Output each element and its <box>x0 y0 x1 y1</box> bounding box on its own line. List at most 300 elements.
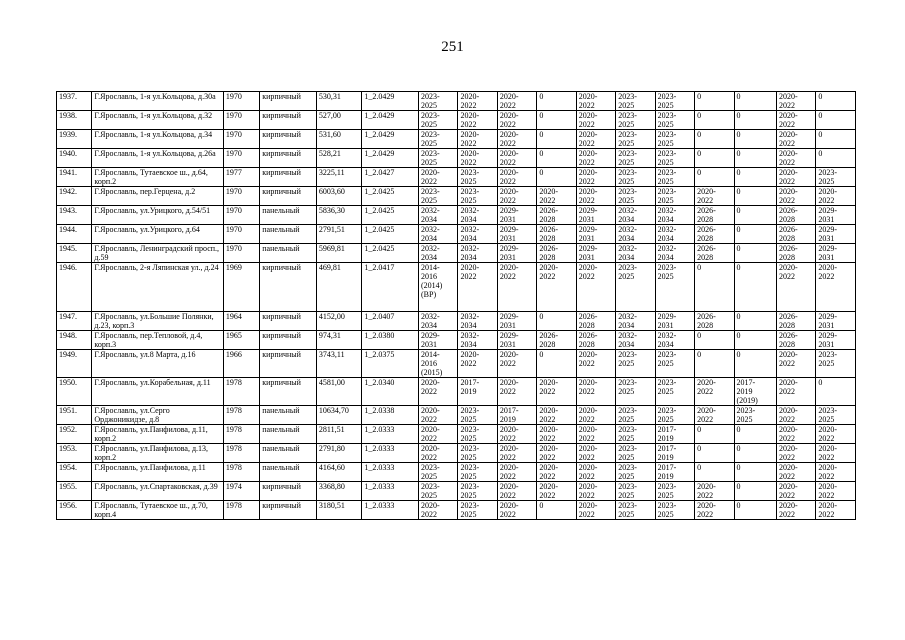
cell-work-period-2: 2032- 2034 <box>458 206 497 225</box>
cell-work-period-4: 0 <box>537 501 576 520</box>
cell-work-period-6: 2032- 2034 <box>616 331 655 350</box>
cell-object-code: 1_2.0333 <box>362 482 419 501</box>
cell-work-period-7: 2023- 2025 <box>655 406 694 425</box>
table-row <box>57 444 856 463</box>
cell-row-number: 1947. <box>57 312 92 331</box>
cell-work-period-10: 2020- 2022 <box>776 111 815 130</box>
table-row <box>57 263 856 312</box>
cell-row-number: 1950. <box>57 378 92 406</box>
cell-address: Г.Ярославль, ул.Спартаковская, д.39 <box>92 482 223 501</box>
cell-work-period-10: 2020- 2022 <box>776 501 815 520</box>
cell-work-period-6: 2032- 2034 <box>616 206 655 225</box>
cell-work-period-4: 2020- 2022 <box>537 378 576 406</box>
cell-object-code: 1_2.0333 <box>362 444 419 463</box>
cell-work-period-11: 2020- 2022 <box>816 482 856 501</box>
cell-wall-material: панельный <box>260 444 317 463</box>
table-row <box>57 225 856 244</box>
cell-wall-material: кирпичный <box>260 331 317 350</box>
cell-work-period-5: 2020- 2022 <box>576 168 615 187</box>
cell-object-code: 1_2.0429 <box>362 130 419 149</box>
cell-work-period-8: 0 <box>695 350 734 378</box>
table-row <box>57 187 856 206</box>
cell-work-period-6: 2023- 2025 <box>616 501 655 520</box>
cell-work-period-6: 2023- 2025 <box>616 482 655 501</box>
cell-work-period-2: 2023- 2025 <box>458 463 497 482</box>
cell-work-period-10: 2020- 2022 <box>776 92 815 111</box>
cell-area: 3180,51 <box>316 501 362 520</box>
cell-row-number: 1941. <box>57 168 92 187</box>
cell-work-period-11: 2029- 2031 <box>816 225 856 244</box>
cell-wall-material: панельный <box>260 406 317 425</box>
cell-work-period-9: 0 <box>734 187 776 206</box>
table-row <box>57 406 856 425</box>
cell-work-period-8: 0 <box>695 331 734 350</box>
cell-work-period-6: 2023- 2025 <box>616 149 655 168</box>
cell-address: Г.Ярославль, ул.Урицкого, д.54/51 <box>92 206 223 225</box>
cell-work-period-7: 2023- 2025 <box>655 350 694 378</box>
cell-area: 3743,11 <box>316 350 362 378</box>
cell-address: Г.Ярославль, 1-я ул.Кольцова, д.32 <box>92 111 223 130</box>
table-row <box>57 501 856 520</box>
cell-area: 528,21 <box>316 149 362 168</box>
cell-build-year: 1966 <box>223 350 259 378</box>
cell-area: 2811,51 <box>316 425 362 444</box>
cell-work-period-5: 2020- 2022 <box>576 406 615 425</box>
cell-object-code: 1_2.0340 <box>362 378 419 406</box>
cell-work-period-2: 2023- 2025 <box>458 444 497 463</box>
cell-work-period-6: 2023- 2025 <box>616 168 655 187</box>
cell-row-number: 1951. <box>57 406 92 425</box>
table-row <box>57 463 856 482</box>
cell-work-period-11: 2020- 2022 <box>816 187 856 206</box>
cell-work-period-8: 2020- 2022 <box>695 482 734 501</box>
cell-object-code: 1_2.0333 <box>362 463 419 482</box>
table-row <box>57 425 856 444</box>
cell-work-period-9: 2023- 2025 <box>734 406 776 425</box>
cell-work-period-2: 2020- 2022 <box>458 111 497 130</box>
cell-work-period-1: 2020- 2022 <box>419 406 458 425</box>
cell-row-number: 1949. <box>57 350 92 378</box>
table-row <box>57 350 856 378</box>
cell-work-period-2: 2023- 2025 <box>458 501 497 520</box>
cell-work-period-2: 2020- 2022 <box>458 350 497 378</box>
cell-work-period-10: 2026- 2028 <box>776 331 815 350</box>
cell-work-period-5: 2020- 2022 <box>576 350 615 378</box>
cell-address: Г.Ярославль, пер.Тепловой, д.4, корп.3 <box>92 331 223 350</box>
cell-work-period-10: 2020- 2022 <box>776 350 815 378</box>
cell-address: Г.Ярославль, ул.Серго Орджоникидзе, д.8 <box>92 406 223 425</box>
cell-work-period-11: 2029- 2031 <box>816 331 856 350</box>
cell-wall-material: панельный <box>260 425 317 444</box>
cell-row-number: 1954. <box>57 463 92 482</box>
cell-address: Г.Ярославль, ул.8 Марта, д.16 <box>92 350 223 378</box>
cell-work-period-1: 2020- 2022 <box>419 425 458 444</box>
table-row <box>57 206 856 225</box>
cell-work-period-11: 2023- 2025 <box>816 350 856 378</box>
cell-wall-material: панельный <box>260 463 317 482</box>
cell-object-code: 1_2.0429 <box>362 111 419 130</box>
cell-address: Г.Ярославль, 1-я ул.Кольцова, д.34 <box>92 130 223 149</box>
cell-work-period-1: 2023- 2025 <box>419 187 458 206</box>
cell-wall-material: панельный <box>260 244 317 263</box>
cell-address: Г.Ярославль, пер.Герцена, д.2 <box>92 187 223 206</box>
cell-object-code: 1_2.0429 <box>362 92 419 111</box>
cell-work-period-8: 0 <box>695 111 734 130</box>
cell-work-period-8: 0 <box>695 130 734 149</box>
cell-work-period-10: 2020- 2022 <box>776 425 815 444</box>
cell-work-period-7: 2017- 2019 <box>655 425 694 444</box>
cell-work-period-9: 0 <box>734 206 776 225</box>
cell-build-year: 1970 <box>223 187 259 206</box>
cell-address: Г.Ярославль, ул.Панфилова, д.11, корп.2 <box>92 425 223 444</box>
cell-row-number: 1956. <box>57 501 92 520</box>
cell-row-number: 1945. <box>57 244 92 263</box>
cell-work-period-9: 0 <box>734 350 776 378</box>
cell-object-code: 1_2.0338 <box>362 406 419 425</box>
cell-build-year: 1970 <box>223 111 259 130</box>
cell-work-period-8: 0 <box>695 149 734 168</box>
cell-work-period-6: 2023- 2025 <box>616 463 655 482</box>
cell-wall-material: кирпичный <box>260 378 317 406</box>
cell-work-period-6: 2023- 2025 <box>616 187 655 206</box>
cell-work-period-7: 2032- 2034 <box>655 244 694 263</box>
cell-address: Г.Ярославль, ул.Панфилова, д.11 <box>92 463 223 482</box>
cell-work-period-9: 0 <box>734 331 776 350</box>
cell-work-period-10: 2020- 2022 <box>776 463 815 482</box>
cell-area: 3225,11 <box>316 168 362 187</box>
cell-work-period-1: 2023- 2025 <box>419 130 458 149</box>
cell-work-period-6: 2023- 2025 <box>616 378 655 406</box>
cell-address: Г.Ярославль, ул.Урицкого, д.64 <box>92 225 223 244</box>
cell-work-period-11: 2020- 2022 <box>816 425 856 444</box>
cell-row-number: 1938. <box>57 111 92 130</box>
cell-work-period-7: 2032- 2034 <box>655 206 694 225</box>
cell-work-period-6: 2023- 2025 <box>616 444 655 463</box>
table-row <box>57 244 856 263</box>
cell-work-period-5: 2029- 2031 <box>576 225 615 244</box>
cell-work-period-7: 2023- 2025 <box>655 111 694 130</box>
table-row <box>57 149 856 168</box>
cell-work-period-6: 2023- 2025 <box>616 111 655 130</box>
cell-build-year: 1970 <box>223 206 259 225</box>
table-row <box>57 111 856 130</box>
cell-work-period-11: 2020- 2022 <box>816 444 856 463</box>
cell-object-code: 1_2.0425 <box>362 225 419 244</box>
cell-work-period-2: 2023- 2025 <box>458 482 497 501</box>
cell-work-period-11: 0 <box>816 378 856 406</box>
cell-work-period-10: 2020- 2022 <box>776 149 815 168</box>
cell-work-period-1: 2029- 2031 <box>419 331 458 350</box>
cell-work-period-11: 2020- 2022 <box>816 263 856 312</box>
cell-work-period-5: 2020- 2022 <box>576 263 615 312</box>
cell-work-period-5: 2026- 2028 <box>576 331 615 350</box>
cell-work-period-9: 0 <box>734 244 776 263</box>
cell-area: 530,31 <box>316 92 362 111</box>
cell-work-period-7: 2023- 2025 <box>655 168 694 187</box>
cell-work-period-9: 0 <box>734 444 776 463</box>
cell-work-period-2: 2032- 2034 <box>458 331 497 350</box>
cell-address: Г.Ярославль, 2-я Ляпинская ул., д.24 <box>92 263 223 312</box>
cell-work-period-11: 2023- 2025 <box>816 406 856 425</box>
table-row <box>57 378 856 406</box>
cell-work-period-3: 2020- 2022 <box>497 92 536 111</box>
cell-row-number: 1943. <box>57 206 92 225</box>
cell-row-number: 1937. <box>57 92 92 111</box>
cell-work-period-11: 2029- 2031 <box>816 244 856 263</box>
cell-work-period-9: 0 <box>734 312 776 331</box>
cell-work-period-5: 2020- 2022 <box>576 378 615 406</box>
cell-object-code: 1_2.0429 <box>362 149 419 168</box>
cell-work-period-1: 2032- 2034 <box>419 206 458 225</box>
cell-work-period-4: 0 <box>537 168 576 187</box>
cell-object-code: 1_2.0417 <box>362 263 419 312</box>
cell-wall-material: кирпичный <box>260 168 317 187</box>
cell-work-period-5: 2020- 2022 <box>576 187 615 206</box>
cell-work-period-5: 2020- 2022 <box>576 425 615 444</box>
cell-work-period-11: 2020- 2022 <box>816 501 856 520</box>
cell-work-period-8: 2020- 2022 <box>695 406 734 425</box>
cell-work-period-1: 2032- 2034 <box>419 225 458 244</box>
cell-work-period-7: 2023- 2025 <box>655 149 694 168</box>
cell-work-period-7: 2029- 2031 <box>655 312 694 331</box>
cell-work-period-6: 2023- 2025 <box>616 425 655 444</box>
cell-work-period-3: 2029- 2031 <box>497 244 536 263</box>
cell-work-period-9: 0 <box>734 92 776 111</box>
cell-work-period-6: 2032- 2034 <box>616 312 655 331</box>
cell-work-period-5: 2020- 2022 <box>576 444 615 463</box>
cell-work-period-4: 0 <box>537 350 576 378</box>
cell-work-period-6: 2032- 2034 <box>616 225 655 244</box>
cell-build-year: 1978 <box>223 378 259 406</box>
cell-object-code: 1_2.0425 <box>362 187 419 206</box>
cell-work-period-5: 2020- 2022 <box>576 501 615 520</box>
cell-work-period-7: 2032- 2034 <box>655 225 694 244</box>
cell-wall-material: кирпичный <box>260 149 317 168</box>
cell-work-period-6: 2023- 2025 <box>616 92 655 111</box>
cell-work-period-1: 2023- 2025 <box>419 463 458 482</box>
cell-work-period-2: 2017- 2019 <box>458 378 497 406</box>
cell-area: 5836,30 <box>316 206 362 225</box>
cell-work-period-1: 2032- 2034 <box>419 312 458 331</box>
cell-work-period-2: 2020- 2022 <box>458 130 497 149</box>
cell-work-period-9: 2017- 2019 (2019) <box>734 378 776 406</box>
cell-work-period-4: 2026- 2028 <box>537 225 576 244</box>
cell-work-period-5: 2020- 2022 <box>576 482 615 501</box>
cell-work-period-10: 2026- 2028 <box>776 312 815 331</box>
cell-work-period-10: 2026- 2028 <box>776 206 815 225</box>
cell-build-year: 1978 <box>223 406 259 425</box>
cell-area: 3368,80 <box>316 482 362 501</box>
cell-work-period-11: 0 <box>816 92 856 111</box>
cell-address: Г.Ярославль, ул.Панфилова, д.13, корп.2 <box>92 444 223 463</box>
cell-work-period-3: 2020- 2022 <box>497 149 536 168</box>
cell-wall-material: кирпичный <box>260 350 317 378</box>
cell-work-period-8: 0 <box>695 444 734 463</box>
cell-work-period-2: 2020- 2022 <box>458 92 497 111</box>
cell-build-year: 1978 <box>223 501 259 520</box>
cell-work-period-8: 0 <box>695 92 734 111</box>
cell-work-period-10: 2020- 2022 <box>776 130 815 149</box>
cell-work-period-4: 2026- 2028 <box>537 244 576 263</box>
cell-work-period-7: 2032- 2034 <box>655 331 694 350</box>
cell-work-period-1: 2023- 2025 <box>419 482 458 501</box>
cell-work-period-8: 2020- 2022 <box>695 187 734 206</box>
cell-work-period-8: 0 <box>695 263 734 312</box>
cell-row-number: 1953. <box>57 444 92 463</box>
cell-work-period-3: 2020- 2022 <box>497 263 536 312</box>
cell-work-period-3: 2020- 2022 <box>497 168 536 187</box>
cell-work-period-9: 0 <box>734 425 776 444</box>
cell-work-period-3: 2020- 2022 <box>497 444 536 463</box>
cell-work-period-8: 2026- 2028 <box>695 244 734 263</box>
cell-work-period-4: 0 <box>537 92 576 111</box>
cell-build-year: 1970 <box>223 244 259 263</box>
registry-table <box>56 91 856 520</box>
cell-address: Г.Ярославль, 1-я ул.Кольцова, д.30а <box>92 92 223 111</box>
cell-work-period-9: 0 <box>734 168 776 187</box>
cell-work-period-3: 2020- 2022 <box>497 482 536 501</box>
table-row <box>57 482 856 501</box>
cell-work-period-11: 0 <box>816 111 856 130</box>
cell-work-period-4: 0 <box>537 111 576 130</box>
cell-object-code: 1_2.0407 <box>362 312 419 331</box>
cell-area: 974,31 <box>316 331 362 350</box>
cell-area: 4152,00 <box>316 312 362 331</box>
cell-work-period-1: 2020- 2022 <box>419 378 458 406</box>
cell-work-period-9: 0 <box>734 501 776 520</box>
cell-work-period-4: 2020- 2022 <box>537 187 576 206</box>
cell-work-period-9: 0 <box>734 111 776 130</box>
cell-work-period-3: 2020- 2022 <box>497 463 536 482</box>
cell-build-year: 1970 <box>223 130 259 149</box>
cell-wall-material: панельный <box>260 225 317 244</box>
cell-work-period-11: 0 <box>816 130 856 149</box>
cell-work-period-8: 2020- 2022 <box>695 501 734 520</box>
cell-work-period-7: 2023- 2025 <box>655 482 694 501</box>
cell-work-period-1: 2020- 2022 <box>419 501 458 520</box>
cell-work-period-4: 2020- 2022 <box>537 406 576 425</box>
cell-object-code: 1_2.0425 <box>362 206 419 225</box>
cell-row-number: 1948. <box>57 331 92 350</box>
cell-object-code: 1_2.0425 <box>362 244 419 263</box>
cell-area: 6003,60 <box>316 187 362 206</box>
cell-work-period-7: 2023- 2025 <box>655 187 694 206</box>
cell-wall-material: кирпичный <box>260 111 317 130</box>
cell-work-period-2: 2023- 2025 <box>458 187 497 206</box>
cell-work-period-7: 2023- 2025 <box>655 92 694 111</box>
cell-work-period-3: 2020- 2022 <box>497 501 536 520</box>
cell-work-period-4: 2020- 2022 <box>537 482 576 501</box>
cell-work-period-8: 0 <box>695 425 734 444</box>
page-number: 251 <box>441 39 464 55</box>
cell-work-period-1: 2032- 2034 <box>419 244 458 263</box>
cell-work-period-7: 2023- 2025 <box>655 263 694 312</box>
cell-work-period-10: 2026- 2028 <box>776 244 815 263</box>
cell-work-period-8: 2026- 2028 <box>695 206 734 225</box>
table-row <box>57 92 856 111</box>
cell-wall-material: кирпичный <box>260 482 317 501</box>
cell-work-period-4: 2026- 2028 <box>537 331 576 350</box>
cell-work-period-11: 2020- 2022 <box>816 463 856 482</box>
cell-work-period-11: 2029- 2031 <box>816 206 856 225</box>
cell-work-period-2: 2023- 2025 <box>458 406 497 425</box>
cell-work-period-4: 2020- 2022 <box>537 425 576 444</box>
cell-work-period-2: 2023- 2025 <box>458 168 497 187</box>
cell-row-number: 1955. <box>57 482 92 501</box>
cell-work-period-1: 2023- 2025 <box>419 92 458 111</box>
table-row <box>57 168 856 187</box>
cell-work-period-1: 2014- 2016 (2014) (ВР) <box>419 263 458 312</box>
cell-work-period-3: 2020- 2022 <box>497 111 536 130</box>
cell-build-year: 1978 <box>223 463 259 482</box>
cell-area: 527,00 <box>316 111 362 130</box>
cell-work-period-5: 2026- 2028 <box>576 312 615 331</box>
table-row <box>57 331 856 350</box>
cell-area: 2791,80 <box>316 444 362 463</box>
cell-work-period-5: 2029- 2031 <box>576 206 615 225</box>
cell-work-period-9: 0 <box>734 225 776 244</box>
cell-address: Г.Ярославль, Тутаевское ш., д.70, корп.4 <box>92 501 223 520</box>
cell-work-period-1: 2020- 2022 <box>419 168 458 187</box>
cell-build-year: 1970 <box>223 92 259 111</box>
cell-build-year: 1978 <box>223 444 259 463</box>
cell-work-period-10: 2020- 2022 <box>776 168 815 187</box>
cell-work-period-3: 2029- 2031 <box>497 206 536 225</box>
cell-work-period-6: 2023- 2025 <box>616 263 655 312</box>
cell-work-period-3: 2017- 2019 <box>497 406 536 425</box>
cell-work-period-2: 2023- 2025 <box>458 425 497 444</box>
cell-work-period-9: 0 <box>734 463 776 482</box>
cell-work-period-8: 2026- 2028 <box>695 225 734 244</box>
cell-wall-material: кирпичный <box>260 187 317 206</box>
cell-row-number: 1942. <box>57 187 92 206</box>
cell-work-period-6: 2023- 2025 <box>616 130 655 149</box>
cell-work-period-8: 2026- 2028 <box>695 312 734 331</box>
cell-work-period-3: 2020- 2022 <box>497 350 536 378</box>
cell-work-period-2: 2032- 2034 <box>458 225 497 244</box>
cell-area: 4164,60 <box>316 463 362 482</box>
cell-object-code: 1_2.0333 <box>362 425 419 444</box>
cell-work-period-9: 0 <box>734 149 776 168</box>
cell-work-period-5: 2020- 2022 <box>576 111 615 130</box>
cell-area: 4581,00 <box>316 378 362 406</box>
cell-wall-material: кирпичный <box>260 263 317 312</box>
cell-work-period-6: 2032- 2034 <box>616 244 655 263</box>
cell-area: 10634,70 <box>316 406 362 425</box>
cell-work-period-4: 0 <box>537 312 576 331</box>
cell-work-period-9: 0 <box>734 263 776 312</box>
cell-wall-material: кирпичный <box>260 130 317 149</box>
cell-work-period-8: 2020- 2022 <box>695 378 734 406</box>
cell-work-period-4: 0 <box>537 130 576 149</box>
cell-work-period-10: 2020- 2022 <box>776 444 815 463</box>
cell-work-period-2: 2032- 2034 <box>458 312 497 331</box>
table-row <box>57 130 856 149</box>
cell-work-period-4: 2020- 2022 <box>537 463 576 482</box>
cell-object-code: 1_2.0427 <box>362 168 419 187</box>
cell-work-period-4: 2020- 2022 <box>537 444 576 463</box>
cell-area: 5969,81 <box>316 244 362 263</box>
cell-work-period-5: 2020- 2022 <box>576 130 615 149</box>
cell-work-period-3: 2020- 2022 <box>497 378 536 406</box>
cell-build-year: 1977 <box>223 168 259 187</box>
cell-build-year: 1965 <box>223 331 259 350</box>
cell-work-period-11: 0 <box>816 149 856 168</box>
cell-work-period-9: 0 <box>734 130 776 149</box>
cell-work-period-2: 2032- 2034 <box>458 244 497 263</box>
cell-build-year: 1969 <box>223 263 259 312</box>
cell-wall-material: кирпичный <box>260 312 317 331</box>
